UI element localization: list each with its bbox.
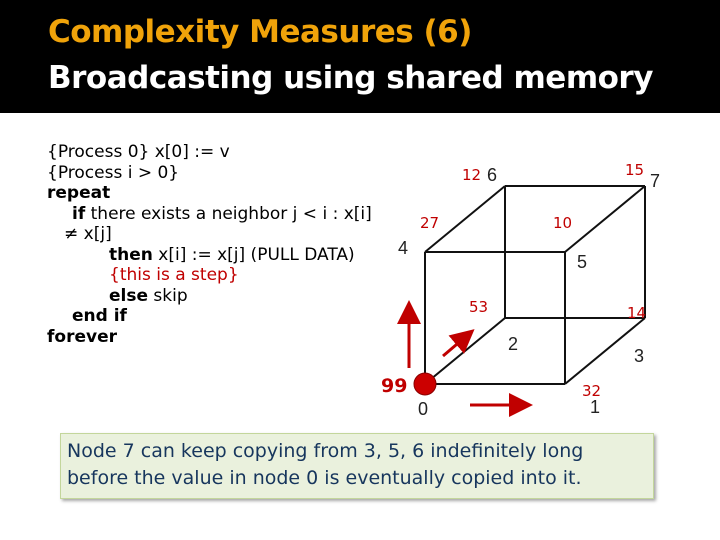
slide-subtitle: Broadcasting using shared memory <box>48 60 653 96</box>
code-line-6-text: x[i] := x[j] (PULL DATA) <box>152 244 355 265</box>
value-node-0: 99 <box>381 375 408 397</box>
callout-text <box>67 438 583 492</box>
keyword-else: else <box>109 285 149 306</box>
value-node-2: 53 <box>469 298 489 316</box>
node-label-2: 2 <box>508 334 519 354</box>
code-line-8-text: skip <box>148 285 188 306</box>
value-node-7: 15 <box>625 161 645 179</box>
code-line-9: end if <box>72 306 127 326</box>
node-0-marker <box>414 373 436 395</box>
value-node-6: 12 <box>462 166 482 184</box>
node-label-0: 0 <box>418 399 429 419</box>
keyword-if: if <box>72 203 86 224</box>
code-line-7: {this is a step} <box>109 265 239 285</box>
node-label-6: 6 <box>487 165 498 185</box>
node-values <box>381 161 646 400</box>
keyword-then: then <box>109 244 153 265</box>
slide-title: Complexity Measures (6) <box>48 14 472 50</box>
edge-5-7 <box>565 186 645 252</box>
edge-1-3 <box>565 318 645 384</box>
node-label-3: 3 <box>634 346 645 366</box>
code-line-5: ≠ x[j] <box>64 224 112 244</box>
code-line-1: {Process 0} x[0] := v <box>47 142 230 162</box>
node-label-1: 1 <box>590 397 601 417</box>
arrow-diagonal <box>443 333 470 356</box>
code-line-2: {Process i > 0} <box>47 162 180 183</box>
code-line-4-text: there exists a neighbor j < i : x[i] <box>85 203 372 224</box>
node-labels <box>398 165 660 419</box>
code-line-10: forever <box>47 326 117 347</box>
node-label-7: 7 <box>650 171 661 191</box>
edge-0-2 <box>425 318 505 384</box>
code-line-3: repeat <box>47 183 111 203</box>
cube-edges <box>425 186 645 384</box>
node-label-5: 5 <box>577 252 588 272</box>
value-node-3: 14 <box>627 304 647 322</box>
value-node-1: 32 <box>582 382 602 400</box>
callout-line-2: before the value in node 0 is eventually copied into it. <box>67 467 582 489</box>
value-node-5: 10 <box>553 214 573 232</box>
node-label-4: 4 <box>398 238 409 258</box>
callout-line-1: Node 7 can keep copying from 3, 5, 6 indefinitely long <box>67 440 584 462</box>
value-node-4: 27 <box>420 214 440 232</box>
explanation-callout <box>60 433 654 499</box>
